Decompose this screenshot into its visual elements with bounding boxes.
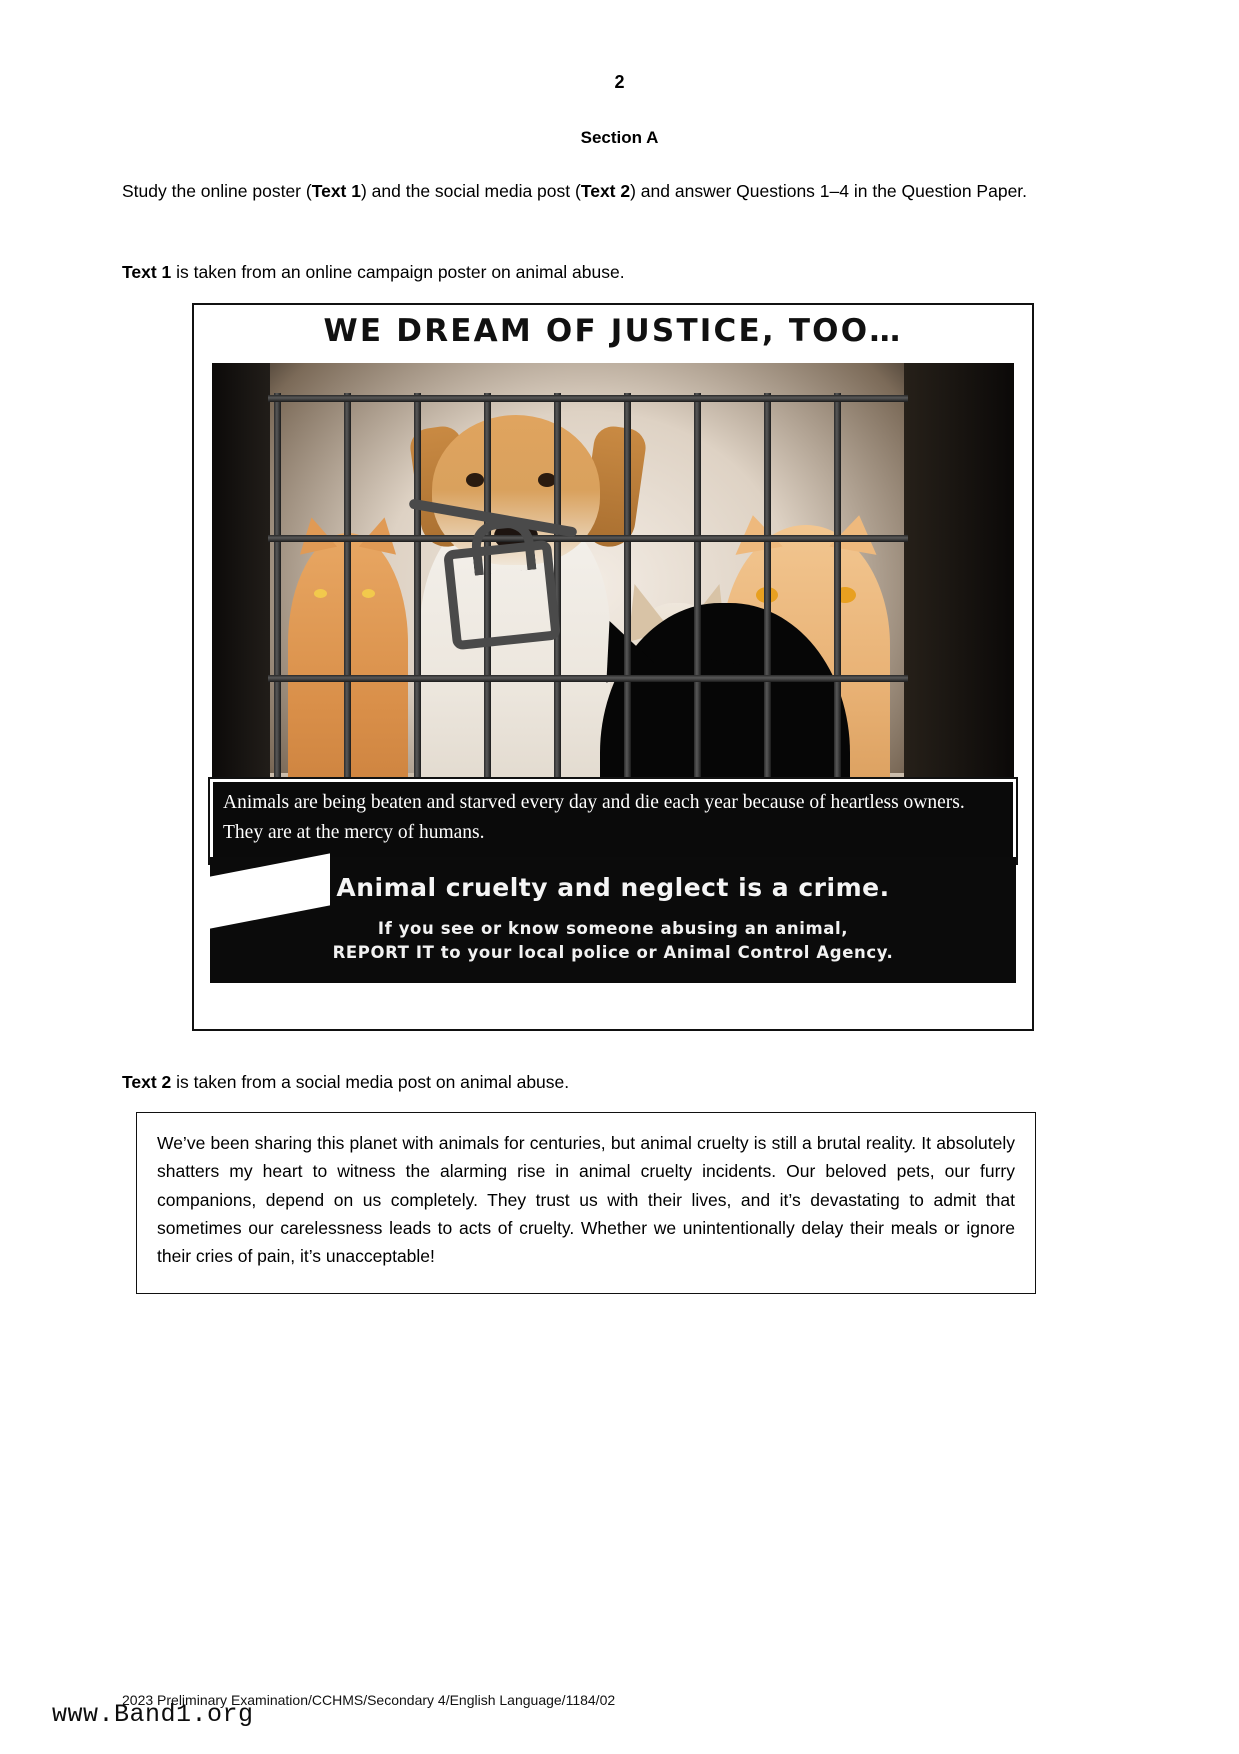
instruction-part-2: ) and the social media post ( [360, 181, 581, 201]
text2-label: Text 2 [122, 1072, 172, 1092]
page-number: 2 [614, 72, 625, 92]
site-watermark: www.Band1.org [52, 1700, 254, 1729]
text2-box [136, 1112, 1036, 1294]
text2-caption [122, 1072, 1098, 1093]
instruction-bold-text2: Text 2 [580, 181, 631, 201]
cage-bar-horizontal [268, 395, 908, 402]
poster-report-text [194, 917, 1032, 965]
text1-caption-rest: is taken from an online campaign poster on animal abuse. [171, 262, 625, 282]
instruction-bold-text1: Text 1 [311, 181, 361, 201]
padlock-icon [443, 540, 561, 651]
text1-caption [122, 262, 1098, 283]
section-instruction [122, 178, 1098, 205]
poster-subheadline: Animal cruelty and neglect is a crime. [336, 873, 890, 902]
poster-report-line-1: If you see or know someone abusing an animal, [377, 919, 849, 938]
text2-body: We’ve been sharing this planet with animals for centuries, but animal cruelty is still a brutal reality. It absolutely shatters my heart to witness the alarming rise in animal cruelty incidents. Our beloved pets, our furry companions, depend on us completely. They trust us with their lives, and it’s devastating to admit that sometimes our carelessness leads to acts of cruelty. Whether we unintentionally delay their meals or ignore their cries of pain, it’s unacceptable! [157, 1133, 1015, 1267]
text1-poster [192, 303, 1034, 1031]
poster-caption-text: Animals are being beaten and starved every day and die each year because of heartless owners. They are at the mercy of humans. [223, 792, 965, 844]
instruction-part-1: Study the online poster ( [122, 181, 312, 201]
poster-report-line-2: REPORT IT to your local police or Animal Control Agency. [332, 942, 894, 962]
poster-headline: WE DREAM OF JUSTICE, TOO… [323, 313, 903, 349]
instruction-part-3: ) and answer Questions 1–4 in the Question Paper. [630, 181, 1028, 201]
section-title: Section A [580, 128, 659, 147]
text1-label: Text 1 [122, 262, 172, 282]
cage-bar-horizontal [268, 535, 908, 542]
poster-caption-band [210, 779, 1016, 863]
text2-caption-rest: is taken from a social media post on animal abuse. [171, 1072, 570, 1092]
exam-footer: 2023 Preliminary Examination/CCHMS/Secondary 4/English Language/1184/02 [122, 1692, 616, 1708]
cage-bar-horizontal [268, 675, 908, 682]
